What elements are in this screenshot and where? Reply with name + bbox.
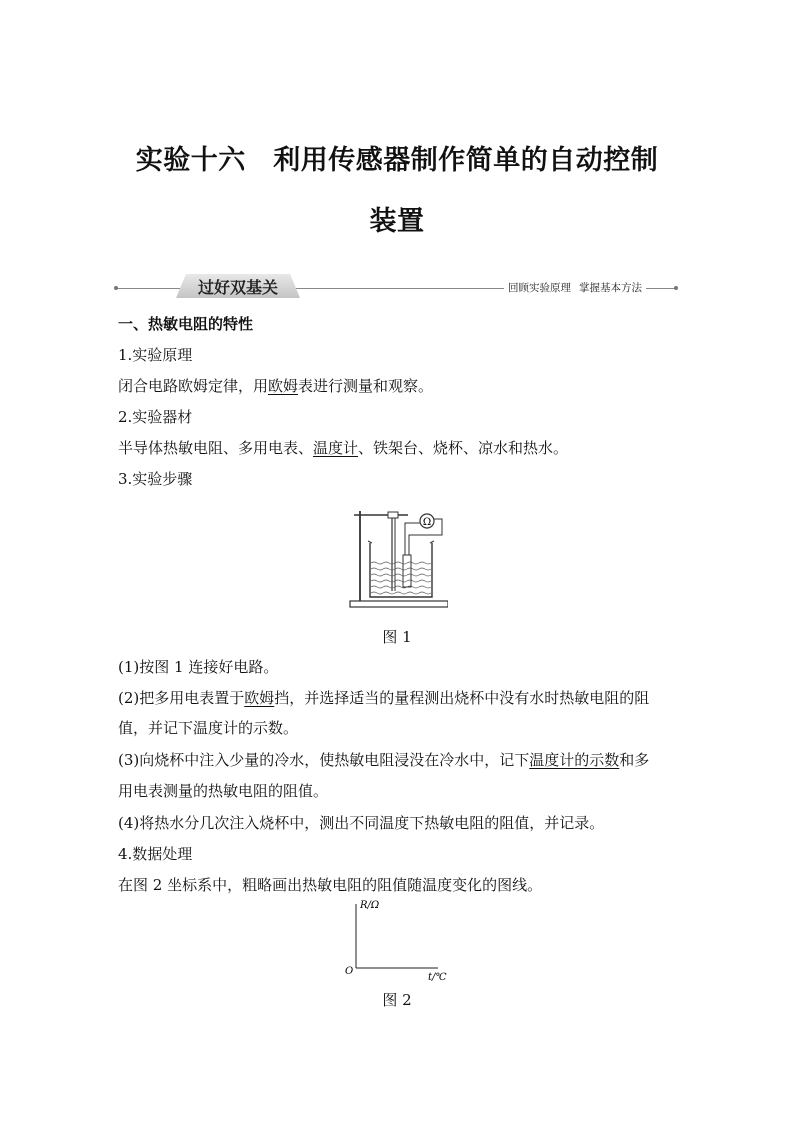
steps-heading: 3.实验步骤 (118, 470, 193, 488)
data-text: 在图 2 坐标系中，粗略画出热敏电阻的阻值随温度变化的图线。 (118, 876, 543, 894)
step-1: (1)按图 1 连接好电路。 (118, 658, 279, 676)
step-2 (118, 688, 649, 708)
text-span: 半导体热敏电阻、多用电表、 (118, 439, 314, 457)
wire-left (405, 523, 420, 555)
page-title-line2: 装置 (369, 206, 425, 237)
text-span: 闭合电路欧姆定律，用 (118, 377, 269, 395)
equipment-text (118, 438, 568, 458)
underlined-term: 温度计的示数 (529, 751, 620, 769)
banner-dot-left (114, 286, 118, 290)
section-banner (116, 272, 676, 302)
step-2-cont: 值，并记下温度计的示数。 (118, 719, 299, 737)
figure-2-axes (340, 896, 460, 986)
principle-heading: 1.实验原理 (118, 346, 193, 364)
data-heading: 4.数据处理 (118, 845, 193, 863)
spacer (368, 563, 369, 564)
water (371, 562, 431, 594)
underlined-term: 温度计 (313, 439, 359, 457)
figure-2-caption: 图 2 (382, 991, 412, 1009)
x-axis-label: t/℃ (428, 972, 447, 983)
page-title: 实验十六 利用传感器制作简单的自动控制 (135, 145, 659, 176)
text-span: 表进行测量和观察。 (298, 377, 434, 395)
ohm-symbol: Ω (422, 517, 432, 528)
origin-label: O (345, 966, 354, 977)
y-axis-label: R/Ω (360, 900, 380, 911)
beaker-lip (368, 541, 434, 543)
text-span: 挡，并选择适当的量程测出烧杯中没有水时热敏电阻的阻 (274, 689, 650, 707)
equipment-heading: 2.实验器材 (118, 408, 193, 426)
clamp (388, 512, 398, 518)
underlined-term: 欧姆 (268, 377, 299, 395)
banner-dot-right (674, 286, 678, 290)
text-span: (3)向烧杯中注入少量的冷水，使热敏电阻浸没在冷水中，记下 (118, 751, 530, 769)
step-4: (4)将热水分几次注入烧杯中，测出不同温度下热敏电阻的阻值，并记录。 (118, 814, 605, 832)
step-3 (118, 750, 649, 770)
figure-1-apparatus (348, 505, 448, 611)
stand-base (350, 601, 448, 607)
banner-subtitle-2: 掌握基本方法 (579, 282, 642, 294)
text-span: (2)把多用电表置于 (118, 689, 245, 707)
text-span: 、铁架台、烧杯、凉水和热水。 (358, 439, 569, 457)
underlined-term: 欧姆 (244, 689, 275, 707)
principle-text (118, 376, 433, 396)
banner-subtitle (504, 280, 646, 295)
figure-1-caption: 图 1 (382, 628, 412, 646)
banner-tag-label: 过好双基关 (197, 278, 278, 297)
step-3-cont: 用电表测量的热敏电阻的阻值。 (118, 782, 329, 800)
section-heading: 一、热敏电阻的特性 (118, 315, 254, 333)
banner-subtitle-1: 回顾实验原理 (508, 282, 571, 294)
text-span: 和多 (619, 751, 650, 769)
